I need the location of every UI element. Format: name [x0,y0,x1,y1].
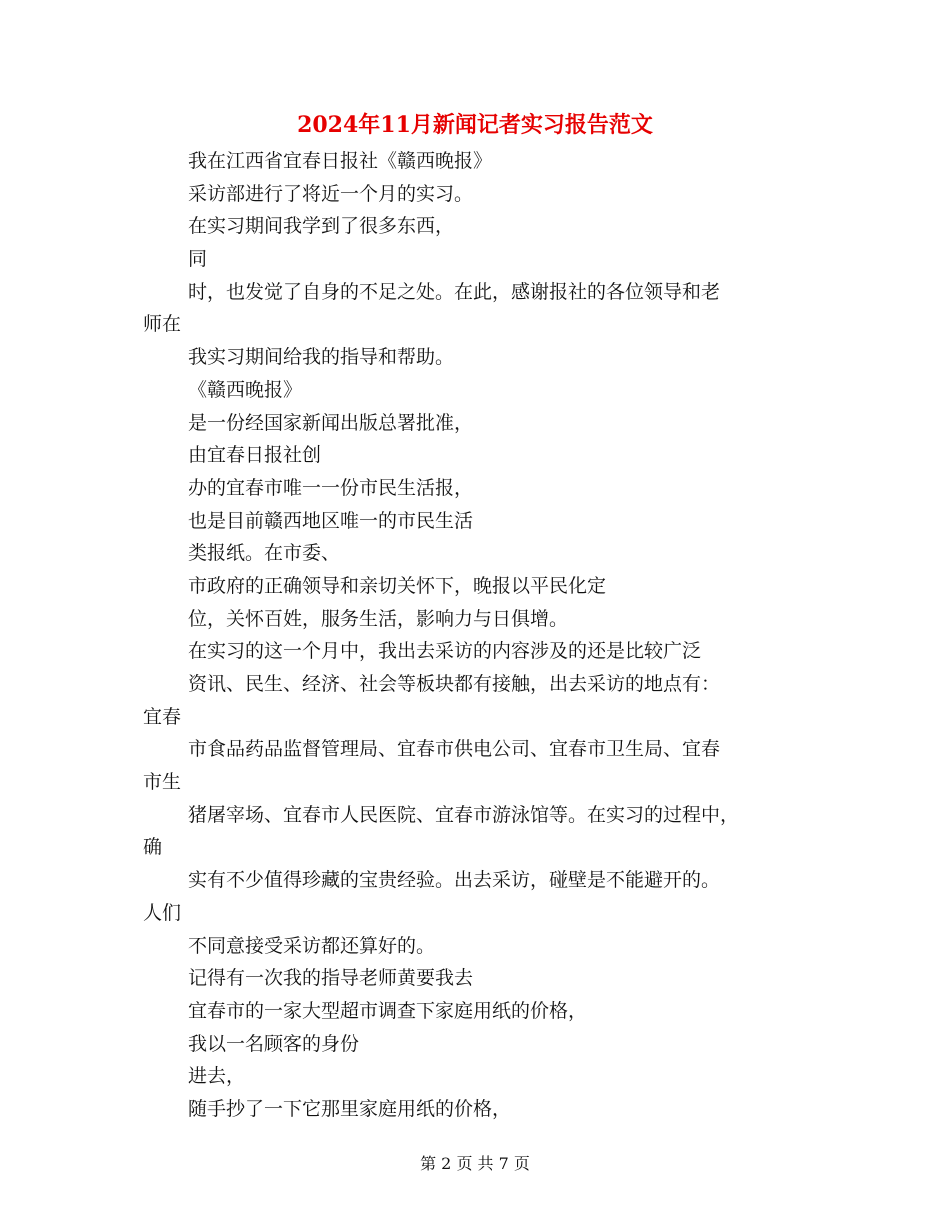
text-line: 实有不少值得珍藏的宝贵经验。出去采访，碰壁是不能避开的。 [188,869,721,892]
text-line: 市生 [143,771,182,794]
text-line: 记得有一次我的指导老师黄要我去 [188,967,474,990]
text-line: 办的宜春市唯一一份市民生活报， [188,476,474,499]
text-line: 随手抄了一下它那里家庭用纸的价格， [188,1097,512,1120]
text-line: 同 [188,248,208,271]
text-line: 由宜春日报社创 [188,444,322,467]
text-line: 位，关怀百姓，服务生活，影响力与日俱增。 [188,607,569,630]
text-line: 类报纸。在市委、 [188,542,341,565]
text-line: 不同意接受采访都还算好的。 [188,934,436,957]
text-line: 确 [143,836,163,859]
text-line: 宜春市的一家大型超市调查下家庭用纸的价格， [188,999,588,1022]
page-number-footer: 第 2 页 共 7 页 [420,1154,530,1173]
text-line: 在实习的这一个月中，我出去采访的内容涉及的还是比较广泛 [188,640,702,663]
text-line: 师在 [143,313,182,336]
text-line: 资讯、民生、经济、社会等板块都有接触，出去采访的地点有： [188,673,721,695]
document-body [143,145,823,1126]
text-line: 是一份经国家新闻出版总署批准， [188,411,474,434]
text-line: 市政府的正确领导和亲切关怀下，晚报以平民化定 [188,574,607,597]
text-line: 采访部进行了将近一个月的实习。 [188,182,474,205]
text-line: 在实习期间我学到了很多东西， [188,215,455,238]
text-line: 《赣西晚报》 [188,378,303,401]
text-line: 我以一名顾客的身份 [188,1032,360,1055]
text-line: 猪屠宰场、宜春市人民医院、宜春市游泳馆等。在实习的过程中， [188,803,740,826]
text-line: 宜春 [143,705,182,728]
text-line: 进去， [188,1065,246,1088]
text-line: 也是目前赣西地区唯一的市民生活 [188,509,474,532]
text-line: 我在江西省宜春日报社《赣西晚报》 [188,150,493,172]
text-line: 市食品药品监督管理局、宜春市供电公司、宜春市卫生局、宜春 [188,738,721,761]
document-title: 2024年11月新闻记者实习报告范文 [297,112,653,138]
text-line: 人们 [143,901,182,924]
text-line: 时，也发觉了自身的不足之处。在此，感谢报社的各位领导和老 [188,280,721,303]
text-line: 我实习期间给我的指导和帮助。 [188,346,455,369]
